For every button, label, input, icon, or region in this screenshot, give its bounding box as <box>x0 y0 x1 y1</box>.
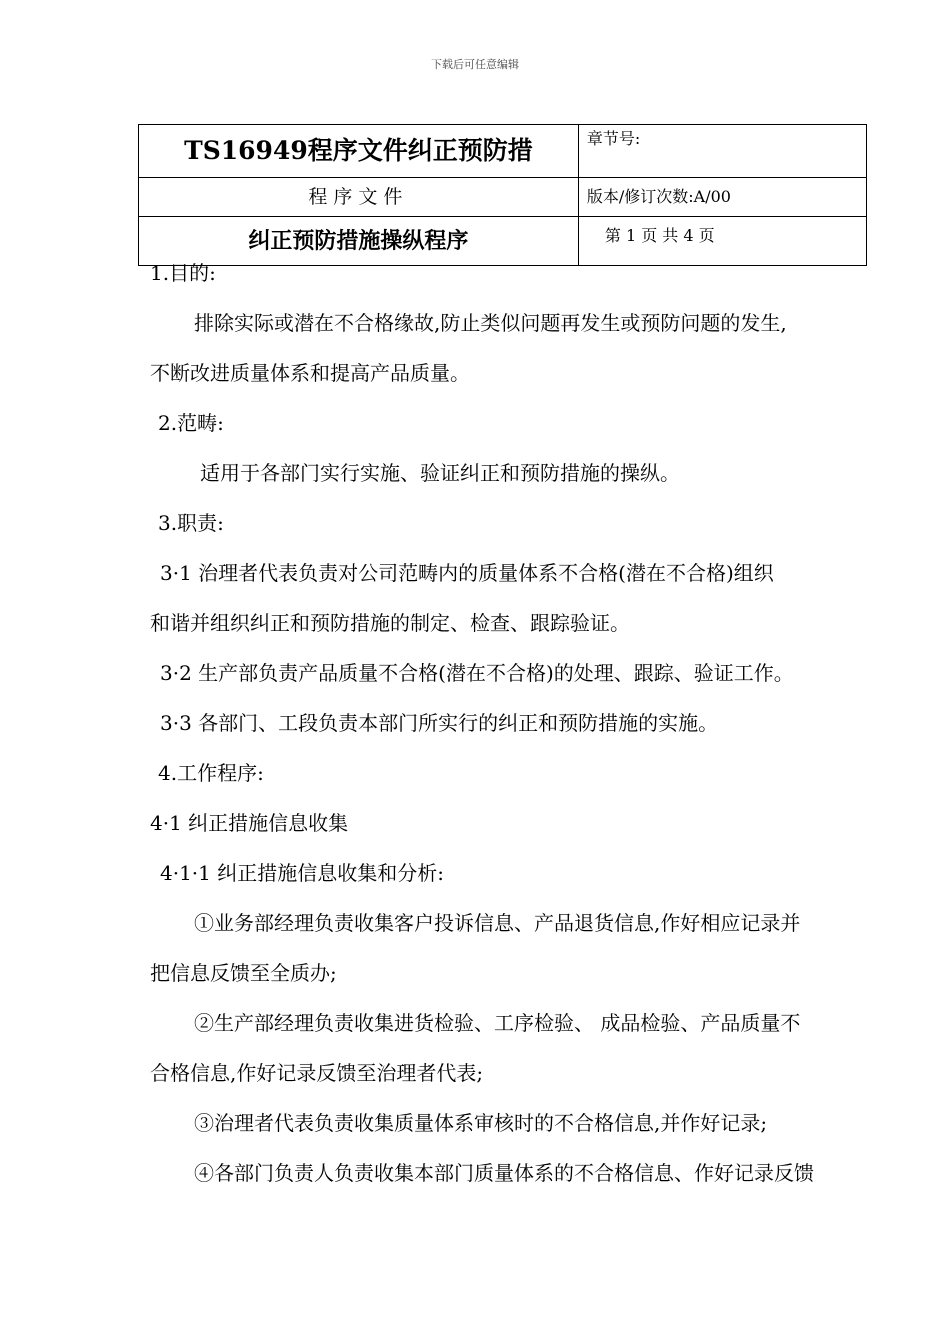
paragraph-line: 适用于各部门实行实施、验证纠正和预防措施的操纵。 <box>200 461 680 485</box>
paragraph-line: 合格信息,作好记录反馈至治理者代表; <box>150 1061 484 1085</box>
paragraph-line: 不断改进质量体系和提高产品质量。 <box>150 361 470 385</box>
section-heading-procedure: 4.工作程序: <box>158 761 264 785</box>
document-title: TS16949程序文件纠正预防措 <box>139 125 579 178</box>
paragraph-line: ④各部门负责人负责收集本部门质量体系的不合格信息、作好记录反馈 <box>194 1161 814 1185</box>
paragraph-line: ②生产部经理负责收集进货检验、工序检验、 成品检验、产品质量不 <box>194 1011 801 1035</box>
subsection-heading: 4·1 纠正措施信息收集 <box>150 811 349 835</box>
chapter-number-label: 章节号: <box>578 125 866 178</box>
document-header-table <box>138 124 867 266</box>
section-heading-responsibility: 3.职责: <box>158 511 224 535</box>
paragraph-line: 3·1 治理者代表负责对公司范畴内的质量体系不合格(潜在不合格)组织 <box>160 561 774 585</box>
paragraph-line: 3·2 生产部负责产品质量不合格(潜在不合格)的处理、跟踪、验证工作。 <box>160 661 794 685</box>
paragraph-line: 排除实际或潜在不合格缘故,防止类似问题再发生或预防问题的发生, <box>194 311 787 335</box>
page-info: 第 1 页 共 4 页 <box>578 217 866 266</box>
paragraph-line: 把信息反馈至全质办; <box>150 961 337 985</box>
paragraph-line: 3·3 各部门、工段负责本部门所实行的纠正和预防措施的实施。 <box>160 711 719 735</box>
section-heading-purpose: 1.目的: <box>150 261 216 285</box>
document-body <box>150 252 850 1202</box>
subsection-heading: 4·1·1 纠正措施信息收集和分析: <box>160 861 444 885</box>
section-heading-scope: 2.范畴: <box>158 411 224 435</box>
document-kind: 程序文件 <box>139 178 579 217</box>
page-note: 下载后可任意编辑 <box>431 58 519 71</box>
paragraph-line: ①业务部经理负责收集客户投诉信息、产品退货信息,作好相应记录并 <box>194 911 801 935</box>
version-label: 版本/修订次数:A/00 <box>578 178 866 217</box>
paragraph-line: 和谐并组织纠正和预防措施的制定、检查、跟踪验证。 <box>150 611 630 635</box>
procedure-name: 纠正预防措施操纵程序 <box>139 217 579 266</box>
paragraph-line: ③治理者代表负责收集质量体系审核时的不合格信息,并作好记录; <box>194 1111 768 1135</box>
